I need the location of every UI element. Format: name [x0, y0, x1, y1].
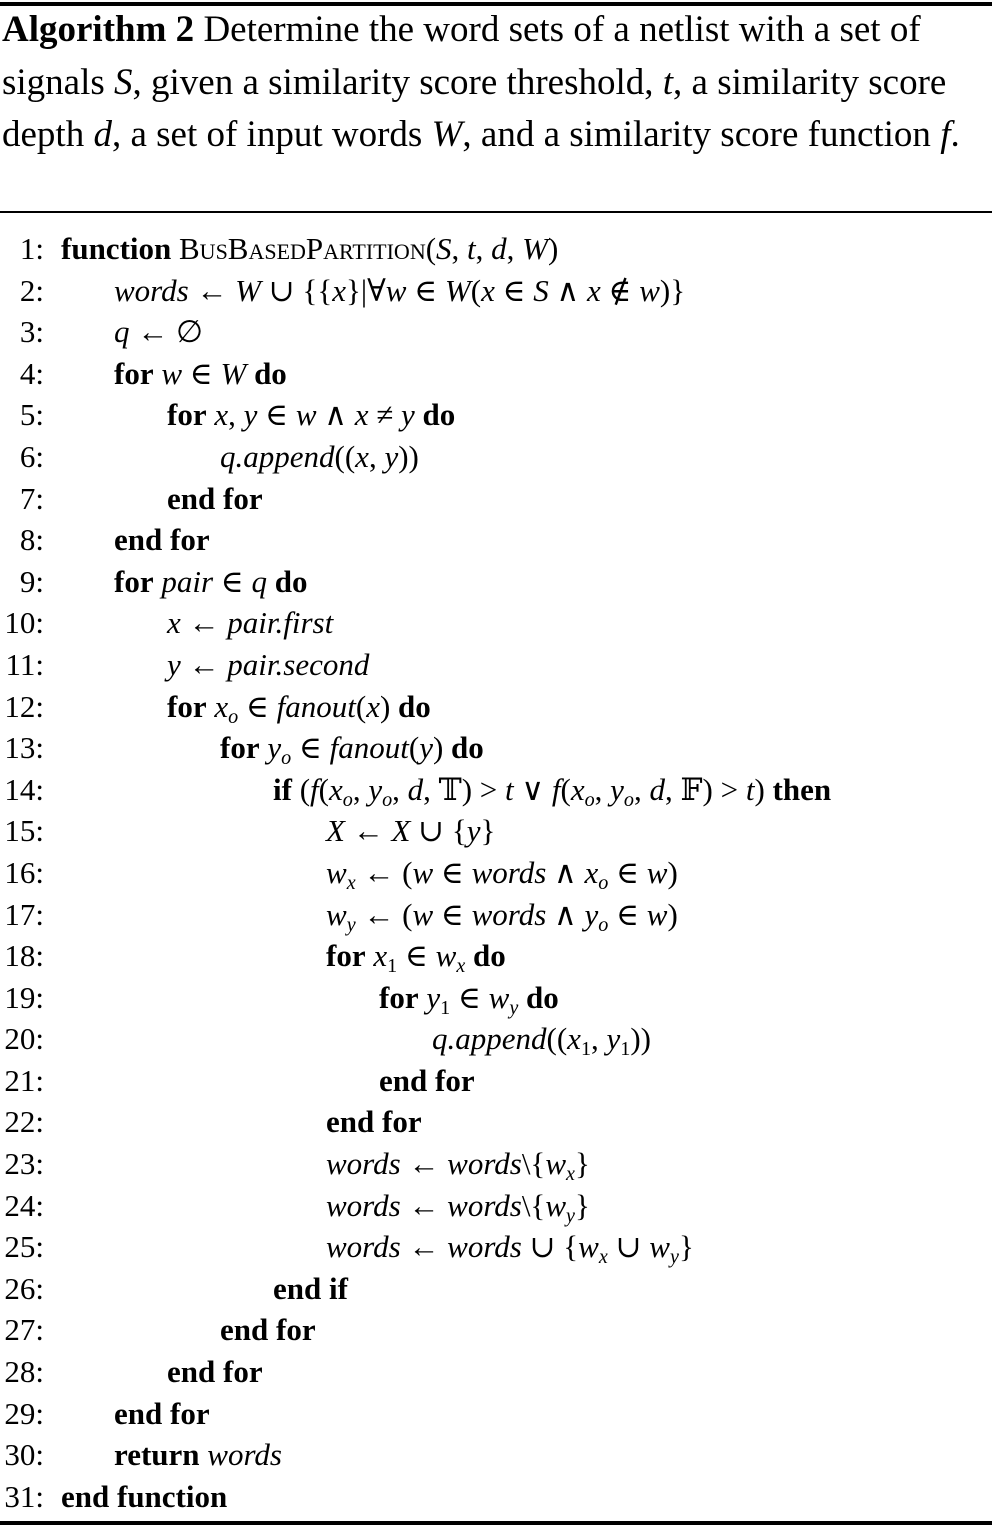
line-number: 26: — [4, 1270, 44, 1306]
algorithm-line — [0, 1226, 992, 1268]
line-number: 7: — [19, 480, 44, 516]
algorithm-line — [0, 686, 992, 728]
line-code: words ← $words\backslash\{w_x\}$ — [326, 1146, 590, 1186]
line-code: for $y_o$ ∈ fanout(y) do — [220, 730, 484, 770]
line-code: for x, y ∈ w ∧ x ≠ y do — [167, 397, 456, 433]
algorithm-line — [0, 644, 992, 686]
caption-text: . — [950, 114, 960, 155]
algorithm-line — [0, 1351, 992, 1393]
algorithm-line — [0, 1393, 992, 1435]
line-number: 6: — [19, 438, 44, 474]
line-number: 2: — [19, 272, 44, 308]
algorithm-line — [0, 270, 992, 312]
line-code: end for — [326, 1104, 422, 1140]
line-code: for $x_1$ ∈ $w_x$ do — [326, 938, 506, 978]
caption-text: , a similarity score depth — [2, 61, 947, 155]
line-code: $w_x$ ← (w ∈ words ∧ $x_o$ ∈ w) — [326, 854, 678, 894]
line-code: for w ∈ W do — [114, 355, 287, 391]
line-number: 15: — [4, 813, 44, 849]
algorithm-line — [0, 977, 992, 1019]
algorithm-line — [0, 602, 992, 644]
line-number: 29: — [4, 1395, 44, 1431]
line-code: end if — [273, 1270, 348, 1306]
line-number: 23: — [4, 1146, 44, 1182]
algorithm-line — [0, 894, 992, 936]
line-number: 17: — [4, 896, 44, 932]
line-code: words ← words ∪ {$w_x$ ∪ $w_y$} — [326, 1229, 694, 1269]
line-code: end for — [220, 1312, 316, 1348]
caption-text: , and a similarity score function — [462, 114, 941, 155]
algorithm-line — [0, 852, 992, 894]
line-number: 11: — [5, 646, 44, 682]
line-code: for $y_1$ ∈ $w_y$ do — [379, 979, 559, 1019]
line-code: words ← W ∪ {{x}|∀w ∈ W(x ∈ S ∧ x ∉ w)} — [114, 272, 686, 308]
algorithm-line — [0, 353, 992, 395]
algorithm-label: Algorithm 2 — [2, 9, 195, 50]
line-number: 25: — [4, 1229, 44, 1265]
line-code: X ← X ∪ {y} — [326, 813, 496, 849]
algorithm-line — [0, 394, 992, 436]
line-number: 22: — [4, 1104, 44, 1140]
line-code: q ← ∅ — [114, 314, 204, 350]
algorithm-line — [0, 561, 992, 603]
line-number: 8: — [19, 522, 44, 558]
algorithm-line — [0, 1143, 992, 1185]
line-code: for $x_o$ ∈ fanout(x) do — [167, 688, 431, 728]
line-code: words ← $words\backslash\{w_y\}$ — [326, 1187, 590, 1227]
line-number: 28: — [4, 1354, 44, 1390]
line-number: 5: — [19, 397, 44, 433]
algorithm-line — [0, 1268, 992, 1310]
algorithm-line — [0, 1060, 992, 1102]
line-code: end for — [167, 480, 263, 516]
algorithm-line — [0, 935, 992, 977]
line-number: 19: — [4, 979, 44, 1015]
line-number: 18: — [4, 938, 44, 974]
line-number: 21: — [4, 1062, 44, 1098]
caption-var-t: t — [662, 61, 674, 103]
line-code: end for — [167, 1354, 263, 1390]
algorithm-line — [0, 1309, 992, 1351]
algorithm-line — [0, 311, 992, 353]
algorithm-line — [0, 1101, 992, 1143]
algorithm-caption — [2, 4, 990, 162]
algorithm-line — [0, 1434, 992, 1476]
line-number: 20: — [4, 1021, 44, 1057]
caption-var-S: S — [114, 61, 133, 103]
line-number: 12: — [4, 688, 44, 724]
caption-var-f: f — [940, 114, 951, 155]
line-code: if ($f(x_o$, $y_o$, d, 𝕋) > t ∨ $f(x_o$, $y_o$, d, 𝔽) > t) then — [273, 771, 832, 811]
algorithm-line — [0, 727, 992, 769]
line-code: for pair ∈ q do — [114, 563, 308, 599]
algorithm-line — [0, 478, 992, 520]
line-number: 13: — [4, 730, 44, 766]
caption-text: Determine the word sets of a netlist with a set of signals — [2, 9, 921, 103]
line-number: 16: — [4, 854, 44, 890]
line-number: 24: — [4, 1187, 44, 1223]
line-code: y ← pair.second — [167, 646, 370, 682]
algorithm-line — [0, 810, 992, 852]
algorithm-lines — [0, 228, 992, 1517]
line-number: 1: — [19, 231, 44, 266]
line-number: 3: — [19, 314, 44, 350]
caption-var-W: W — [431, 114, 463, 155]
line-code: function BusBasedPartition(S, t, d, W) — [61, 231, 559, 266]
algorithm-line — [0, 1018, 992, 1060]
algorithm-line — [0, 436, 992, 478]
line-code: end for — [114, 1395, 210, 1431]
line-code: $w_y$ ← (w ∈ words ∧ $y_o$ ∈ w) — [326, 896, 678, 936]
line-code: return words — [114, 1437, 282, 1473]
line-code: end for — [114, 522, 210, 558]
line-code: end for — [379, 1062, 475, 1098]
caption-var-d: d — [93, 114, 112, 155]
line-number: 9: — [19, 563, 44, 599]
line-number: 30: — [4, 1437, 44, 1473]
algorithm-line — [0, 228, 992, 270]
line-code: $q.append((x_1$, $y_1$)) — [432, 1021, 652, 1061]
line-number: 4: — [19, 355, 44, 391]
line-code: end function — [61, 1478, 228, 1514]
caption-text: , given a similarity score threshold, — [132, 61, 663, 103]
caption-text: , a set of input words — [111, 114, 432, 155]
line-code: x ← pair.first — [167, 605, 334, 641]
algorithm-line — [0, 1476, 992, 1518]
line-number: 14: — [4, 771, 44, 807]
algorithm-line — [0, 1185, 992, 1227]
line-code: q.append((x, y)) — [220, 438, 419, 474]
algorithm-line — [0, 769, 992, 811]
line-number: 27: — [4, 1312, 44, 1348]
bottom-rule — [0, 1521, 992, 1525]
caption-rule — [0, 211, 992, 213]
line-number: 31: — [4, 1478, 44, 1514]
line-number: 10: — [4, 605, 44, 641]
algorithm-line — [0, 519, 992, 561]
